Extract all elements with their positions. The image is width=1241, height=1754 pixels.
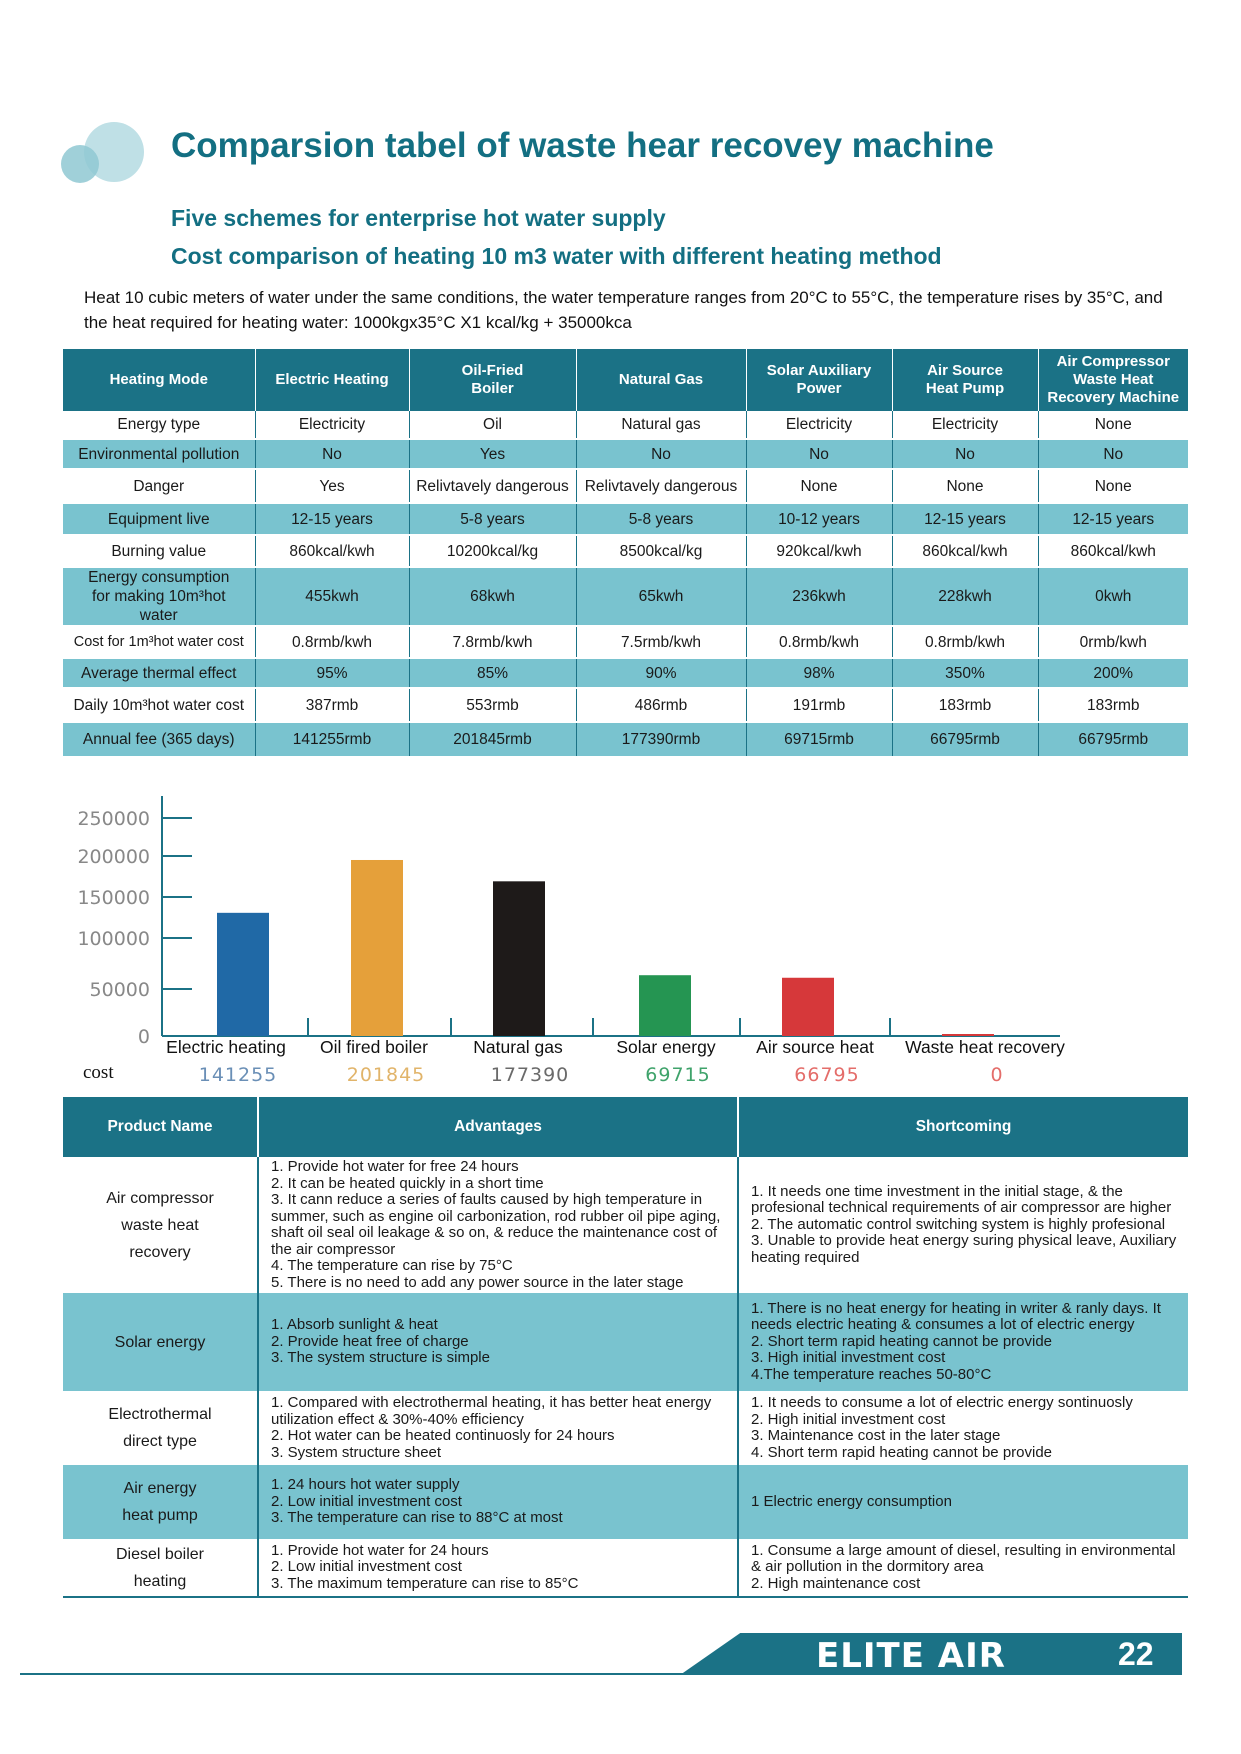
shortcoming-item: 2. High initial investment cost — [751, 1410, 946, 1428]
bar — [351, 860, 403, 1036]
product-body — [63, 1157, 1188, 1597]
product-header-advantages: Advantages — [258, 1097, 738, 1157]
comparison-cell: 85% — [409, 658, 576, 688]
comparison-body — [63, 411, 1188, 756]
product-advantages — [258, 1391, 738, 1465]
shortcoming-item: 3. Unable to provide heat energy suring physical leave, Auxiliary heating required — [751, 1232, 1177, 1266]
x-category-label: Waste heat recovery — [905, 1037, 1065, 1057]
product-name: Diesel boiler heating — [63, 1539, 258, 1597]
product-header-shortcoming: Shortcoming — [738, 1097, 1188, 1157]
comparison-cell: 66795rmb — [892, 722, 1038, 756]
comparison-row — [63, 411, 1188, 439]
advantage-item: 3. It cann reduce a series of faults caused by high temperature in summer, such as engine oil carbonization, rod rubber oil pipe aging, shaft oil seal oil leakage & so on, & reduce the maintenance cost of the air compressor — [271, 1191, 721, 1258]
product-comparison-table — [63, 1097, 1188, 1598]
comparison-cell: 183rmb — [1038, 688, 1188, 722]
cost-bar-chart — [0, 790, 1241, 1090]
product-advantages — [258, 1539, 738, 1597]
y-tick-label: 0 — [137, 1026, 150, 1048]
data-value-label: 201845 — [346, 1064, 426, 1086]
comparison-cell: 860kcal/kwh — [1038, 535, 1188, 567]
product-shortcomings — [738, 1157, 1188, 1293]
comparison-cell: No — [1038, 439, 1188, 469]
comparison-cell: 191rmb — [746, 688, 892, 722]
brand-logo: ELITE AIR — [816, 1636, 1006, 1676]
product-row — [63, 1465, 1188, 1539]
shortcoming-item: 3. High initial investment cost — [751, 1349, 946, 1367]
advantage-item: 2. It can be heated quickly in a short time — [271, 1174, 544, 1192]
page-number: 22 — [1118, 1636, 1154, 1672]
comparison-row — [63, 469, 1188, 503]
comparison-cell: None — [1038, 469, 1188, 503]
comparison-cell: Electricity — [892, 411, 1038, 439]
comparison-row — [63, 439, 1188, 469]
comparison-row — [63, 688, 1188, 722]
y-tick-label: 100000 — [77, 928, 150, 950]
comparison-cell: 177390rmb — [576, 722, 746, 756]
advantage-item: 2. Provide heat free of charge — [271, 1332, 469, 1350]
comparison-cell: 68kwh — [409, 567, 576, 626]
shortcoming-item: 2. The automatic control switching system is highly profesional — [751, 1215, 1166, 1233]
comparison-row-label: Annual fee (365 days) — [63, 722, 255, 756]
comparison-cell: 860kcal/kwh — [255, 535, 409, 567]
comparison-row — [63, 722, 1188, 756]
comparison-cell: 7.8rmb/kwh — [409, 626, 576, 658]
comparison-header-6: Air Compressor Waste Heat Recovery Machine — [1038, 349, 1188, 411]
page-title: Comparsion tabel of waste hear recovey machine — [171, 126, 994, 165]
comparison-cell: 0.8rmb/kwh — [892, 626, 1038, 658]
comparison-cell: None — [892, 469, 1038, 503]
bar — [493, 881, 545, 1036]
bar — [782, 978, 834, 1036]
comparison-cell: Relivtavely dangerous — [409, 469, 576, 503]
advantage-item: 1. Provide hot water for free 24 hours — [271, 1158, 519, 1175]
decorative-circle-small — [61, 145, 99, 183]
advantage-item: 2. Hot water can be heated continuosly for 24 hours — [271, 1427, 615, 1444]
comparison-cell: 455kwh — [255, 567, 409, 626]
shortcoming-item: 2. Short term rapid heating cannot be provide — [751, 1332, 1053, 1350]
comparison-cell: 201845rmb — [409, 722, 576, 756]
comparison-row — [63, 658, 1188, 688]
comparison-header-4: Solar Auxiliary Power — [746, 349, 892, 411]
x-category-label: Oil fired boiler — [320, 1037, 428, 1057]
comparison-header-0: Heating Mode — [63, 349, 255, 411]
shortcoming-item: 4.The temperature reaches 50-80°C — [751, 1365, 992, 1383]
data-value-label: 66795 — [794, 1064, 860, 1086]
product-shortcomings — [738, 1391, 1188, 1465]
product-shortcomings — [738, 1465, 1188, 1539]
comparison-header-5: Air Source Heat Pump — [892, 349, 1038, 411]
product-row — [63, 1391, 1188, 1465]
footer-line — [20, 1673, 700, 1675]
shortcoming-item: 1. There is no heat energy for heating in writer & ranly days. It needs electric heating & consumes a lot of electric energy — [751, 1299, 1161, 1334]
comparison-header-row — [63, 349, 1188, 411]
comparison-cell: 920kcal/kwh — [746, 535, 892, 567]
comparison-row-label: Daily 10m³hot water cost — [63, 688, 255, 722]
comparison-cell: Yes — [255, 469, 409, 503]
comparison-row — [63, 535, 1188, 567]
product-name: Air compressor waste heat recovery — [63, 1157, 258, 1293]
y-tick-label: 50000 — [89, 979, 150, 1001]
comparison-row — [63, 503, 1188, 535]
comparison-cell: 8500kcal/kg — [576, 535, 746, 567]
advantage-item: 5. There is no need to add any power source in the later stage — [271, 1273, 684, 1291]
product-advantages — [258, 1293, 738, 1391]
comparison-cell: Oil — [409, 411, 576, 439]
comparison-header-1: Electric Heating — [255, 349, 409, 411]
x-category-label: Solar energy — [616, 1037, 716, 1057]
comparison-cell: No — [746, 439, 892, 469]
comparison-cell: 12-15 years — [892, 503, 1038, 535]
product-shortcomings — [738, 1293, 1188, 1391]
comparison-header-3: Natural Gas — [576, 349, 746, 411]
product-advantages — [258, 1465, 738, 1539]
comparison-row-label: Cost for 1m³hot water cost — [63, 626, 255, 658]
comparison-cell: 66795rmb — [1038, 722, 1188, 756]
comparison-cell: 10-12 years — [746, 503, 892, 535]
comparison-cell: 553rmb — [409, 688, 576, 722]
y-tick-label: 200000 — [77, 846, 150, 868]
advantage-item: 3. The maximum temperature can rise to 85°C — [271, 1574, 579, 1592]
comparison-cell: 5-8 years — [409, 503, 576, 535]
comparison-row — [63, 567, 1188, 626]
comparison-cell: 12-15 years — [255, 503, 409, 535]
comparison-row-label: Energy type — [63, 411, 255, 439]
x-category-label: Air source heat — [756, 1037, 874, 1057]
product-row — [63, 1157, 1188, 1293]
comparison-cell: 387rmb — [255, 688, 409, 722]
advantage-item: 1. Absorb sunlight & heat — [271, 1316, 438, 1334]
comparison-cell: 860kcal/kwh — [892, 535, 1038, 567]
comparison-header-2: Oil-Fried Boiler — [409, 349, 576, 411]
data-value-label: 141255 — [198, 1064, 278, 1086]
x-category-label: Natural gas — [473, 1037, 563, 1057]
advantage-item: 2. Low initial investment cost — [271, 1492, 462, 1510]
comparison-cell: No — [255, 439, 409, 469]
shortcoming-item: 1. It needs to consume a lot of electric energy sontinuosly — [751, 1394, 1133, 1411]
comparison-row-label: Environmental pollution — [63, 439, 255, 469]
comparison-cell: Natural gas — [576, 411, 746, 439]
comparison-cell: 0.8rmb/kwh — [746, 626, 892, 658]
x-category-label: Electric heating — [166, 1037, 286, 1057]
shortcoming-item: 4. Short term rapid heating cannot be provide — [751, 1443, 1053, 1461]
comparison-cell: 10200kcal/kg — [409, 535, 576, 567]
comparison-row-label: Equipment live — [63, 503, 255, 535]
product-name: Air energy heat pump — [63, 1465, 258, 1539]
comparison-cell: 7.5rmb/kwh — [576, 626, 746, 658]
data-value-label: 177390 — [490, 1064, 570, 1086]
product-name: Electrothermal direct type — [63, 1391, 258, 1465]
bar — [942, 1034, 994, 1036]
comparison-row — [63, 626, 1188, 658]
comparison-row-label: Energy consumption for making 10m³hot water — [63, 567, 255, 626]
comparison-cell: 0kwh — [1038, 567, 1188, 626]
advantage-item: 1. 24 hours hot water supply — [271, 1476, 460, 1494]
comparison-cell: 350% — [892, 658, 1038, 688]
product-shortcomings — [738, 1539, 1188, 1597]
comparison-cell: None — [1038, 411, 1188, 439]
comparison-cell: 12-15 years — [1038, 503, 1188, 535]
comparison-cell: 183rmb — [892, 688, 1038, 722]
comparison-table — [63, 349, 1188, 756]
cost-row-label: cost — [83, 1062, 114, 1083]
comparison-cell: Yes — [409, 439, 576, 469]
comparison-cell: 236kwh — [746, 567, 892, 626]
data-value-label: 69715 — [645, 1064, 711, 1086]
shortcoming-item: 2. High maintenance cost — [751, 1574, 921, 1592]
cost-chart-svg — [0, 790, 1241, 1090]
shortcoming-item: 3. Maintenance cost in the later stage — [751, 1427, 1001, 1444]
comparison-cell: 0rmb/kwh — [1038, 626, 1188, 658]
comparison-row-label: Average thermal effect — [63, 658, 255, 688]
comparison-cell: 228kwh — [892, 567, 1038, 626]
product-row — [63, 1293, 1188, 1391]
advantage-item: 3. System structure sheet — [271, 1443, 442, 1461]
comparison-cell: 0.8rmb/kwh — [255, 626, 409, 658]
advantage-item: 1. Provide hot water for 24 hours — [271, 1541, 489, 1559]
advantage-item: 2. Low initial investment cost — [271, 1558, 462, 1576]
advantage-item: 1. Compared with electrothermal heating, it has better heat energy utilization effect & 30%-40% efficiency — [271, 1394, 712, 1428]
comparison-cell: No — [576, 439, 746, 469]
comparison-row-label: Danger — [63, 469, 255, 503]
y-tick-label: 250000 — [77, 808, 150, 830]
comparison-cell: 200% — [1038, 658, 1188, 688]
comparison-cell: 65kwh — [576, 567, 746, 626]
comparison-cell: Relivtavely dangerous — [576, 469, 746, 503]
comparison-cell: Electricity — [746, 411, 892, 439]
comparison-row-label: Burning value — [63, 535, 255, 567]
intro-paragraph: Heat 10 cubic meters of water under the same conditions, the water temperature ranges from 20°C to 55°C, the temperature rises by 35°C, and the heat required for heating water: 1000kgx35°C X1 kcal/kg + 35000kca — [84, 288, 1163, 332]
page-subtitle-1: Five schemes for enterprise hot water supply — [171, 205, 666, 231]
y-tick-label: 150000 — [77, 887, 150, 909]
page-subtitle-2: Cost comparison of heating 10 m3 water with different heating method — [171, 243, 942, 269]
comparison-cell: 5-8 years — [576, 503, 746, 535]
advantage-item: 3. The system structure is simple — [271, 1349, 490, 1367]
product-advantages — [258, 1157, 738, 1293]
comparison-cell: None — [746, 469, 892, 503]
product-row — [63, 1539, 1188, 1597]
comparison-cell: 486rmb — [576, 688, 746, 722]
comparison-cell: 69715rmb — [746, 722, 892, 756]
shortcoming-item: 1. Consume a large amount of diesel, resulting in environmental & air pollution in the dormitory area — [751, 1541, 1176, 1576]
comparison-cell: 95% — [255, 658, 409, 688]
data-value-label: 0 — [990, 1064, 1004, 1086]
bar — [639, 975, 691, 1036]
product-name: Solar energy — [63, 1293, 258, 1391]
comparison-cell: 98% — [746, 658, 892, 688]
comparison-cell: 90% — [576, 658, 746, 688]
advantage-item: 3. The temperature can rise to 88°C at most — [271, 1509, 563, 1527]
product-header-name: Product Name — [63, 1097, 258, 1157]
product-header-row — [63, 1097, 1188, 1157]
shortcoming-item: 1 Electric energy consumption — [751, 1492, 952, 1510]
comparison-cell: No — [892, 439, 1038, 469]
comparison-cell: 141255rmb — [255, 722, 409, 756]
comparison-cell: Electricity — [255, 411, 409, 439]
shortcoming-item: 1. It needs one time investment in the initial stage, & the profesional technical requirements of air compressor are higher — [751, 1182, 1172, 1217]
bar — [217, 913, 269, 1036]
advantage-item: 4. The temperature can rise by 75°C — [271, 1257, 513, 1274]
